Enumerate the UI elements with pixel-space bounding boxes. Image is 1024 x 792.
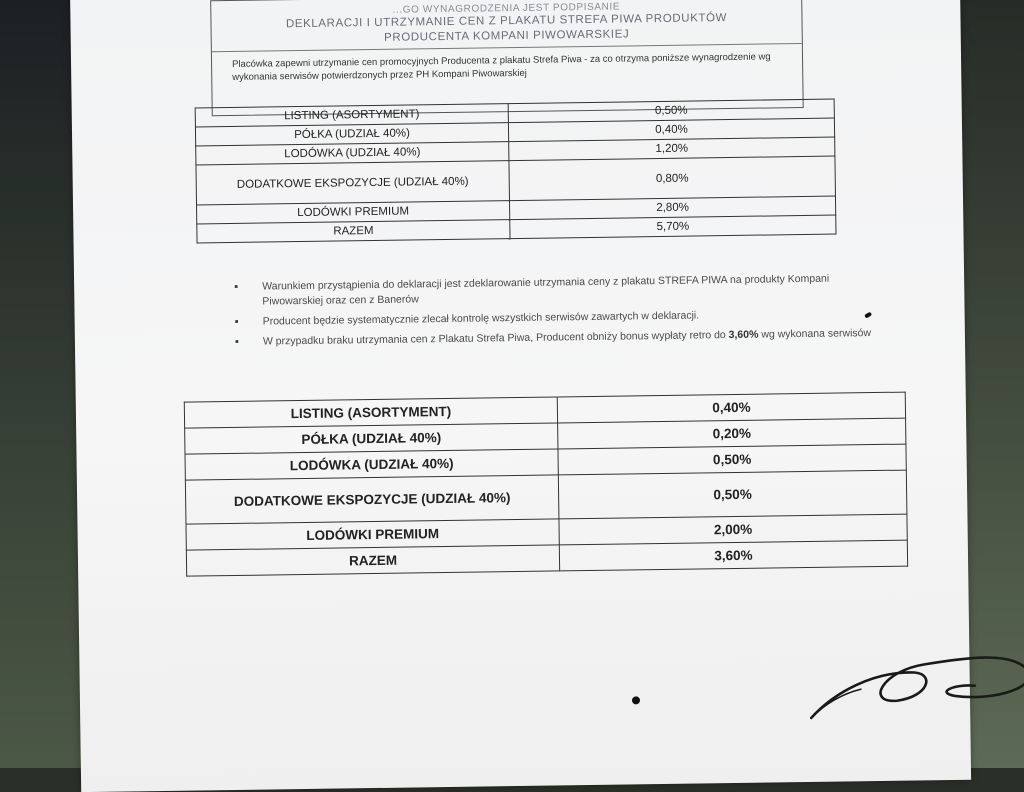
table-cell-label: RAZEM xyxy=(197,220,510,243)
table-cell-value: 1,20% xyxy=(509,137,835,161)
list-item xyxy=(235,326,885,350)
list-item xyxy=(234,271,884,310)
table-cell-value: 0,50% xyxy=(558,470,907,519)
table-cell-label: PÓŁKA (UDZIAŁ 40%) xyxy=(185,423,558,454)
bullet-dot-icon: ▪ xyxy=(234,315,239,328)
conditions-list xyxy=(234,271,885,355)
header-box xyxy=(210,0,804,116)
table-cell-value: 5,70% xyxy=(510,215,836,239)
table-cell-value: 3,60% xyxy=(559,540,907,571)
header-title-top-partial: ...GO WYNAGRODZENIA JEST PODPISANIE xyxy=(392,1,621,16)
bullet-dot-icon: ▪ xyxy=(234,280,239,293)
table-cell-label: DODATKOWE EKSPOZYCJE (UDZIAŁ 40%) xyxy=(196,161,510,205)
condition-text-post: wg wykonana serwisów xyxy=(758,327,872,341)
table-cell-label: LODÓWKI PREMIUM xyxy=(186,519,559,550)
table-cell-label: PÓŁKA (UDZIAŁ 40%) xyxy=(195,123,508,146)
table-cell-value: 0,50% xyxy=(558,444,906,475)
table-cell-label: LODÓWKI PREMIUM xyxy=(197,201,510,224)
table-cell-label: LODÓWKA (UDZIAŁ 40%) xyxy=(185,449,558,480)
condition-text: Warunkiem przystąpienia do deklaracji jest zdeklarowanie utrzymania ceny z plakatu STREFA PIWA na produkty Kompani Piwowarskiej oraz cen z Banerów xyxy=(262,272,830,308)
condition-text-pre: W przypadku braku utrzymania cen z Plakatu Strefa Piwa, Producent obniży bonus wypłaty retro do xyxy=(262,329,729,348)
header-title: DEKLARACJI I UTRZYMANIE CEN Z PLAKATU STREFA PIWA PRODUKTÓW PRODUCENTA KOMPANI PIWOWARSKIEJ xyxy=(285,12,728,44)
table-cell-value: 2,80% xyxy=(509,196,835,220)
table-cell-label: RAZEM xyxy=(186,545,559,576)
table-cell-value: 0,50% xyxy=(508,99,834,123)
table-cell-label: LISTING (ASORTYMENT) xyxy=(195,104,508,127)
condition-text: Producent będzie systematycznie zlecał kontrolę wszystkich serwisów zawartych w deklaracji. xyxy=(262,309,700,328)
header-note: Placówka zapewni utrzymanie cen promocyjnych Producenta z plakatu Strefa Piwa - za co otrzyma poniższe wynagrodzenie wg wykonania serwisów potwierdzonych przez PH Kompani Piwowarskiej xyxy=(231,51,771,83)
table-cell-value: 0,40% xyxy=(508,118,834,142)
bonus-table-full xyxy=(195,99,837,244)
ink-speck xyxy=(632,696,640,704)
table-cell-label: LODÓWKA (UDZIAŁ 40%) xyxy=(196,142,509,165)
table-cell-value: 0,40% xyxy=(557,392,905,423)
bullet-dot-icon: ▪ xyxy=(234,335,239,348)
signature-icon xyxy=(804,629,1024,732)
table-cell-value: 0,20% xyxy=(558,418,906,449)
condition-text-bold: 3,60% xyxy=(728,328,759,342)
table-cell-label: DODATKOWE EKSPOZYCJE (UDZIAŁ 40%) xyxy=(185,475,559,524)
table-cell-value: 0,80% xyxy=(509,156,836,201)
table-cell-value: 2,00% xyxy=(559,514,907,545)
document-page xyxy=(70,0,971,792)
bonus-table-reduced xyxy=(184,392,908,577)
table-cell-label: LISTING (ASORTYMENT) xyxy=(184,397,557,428)
